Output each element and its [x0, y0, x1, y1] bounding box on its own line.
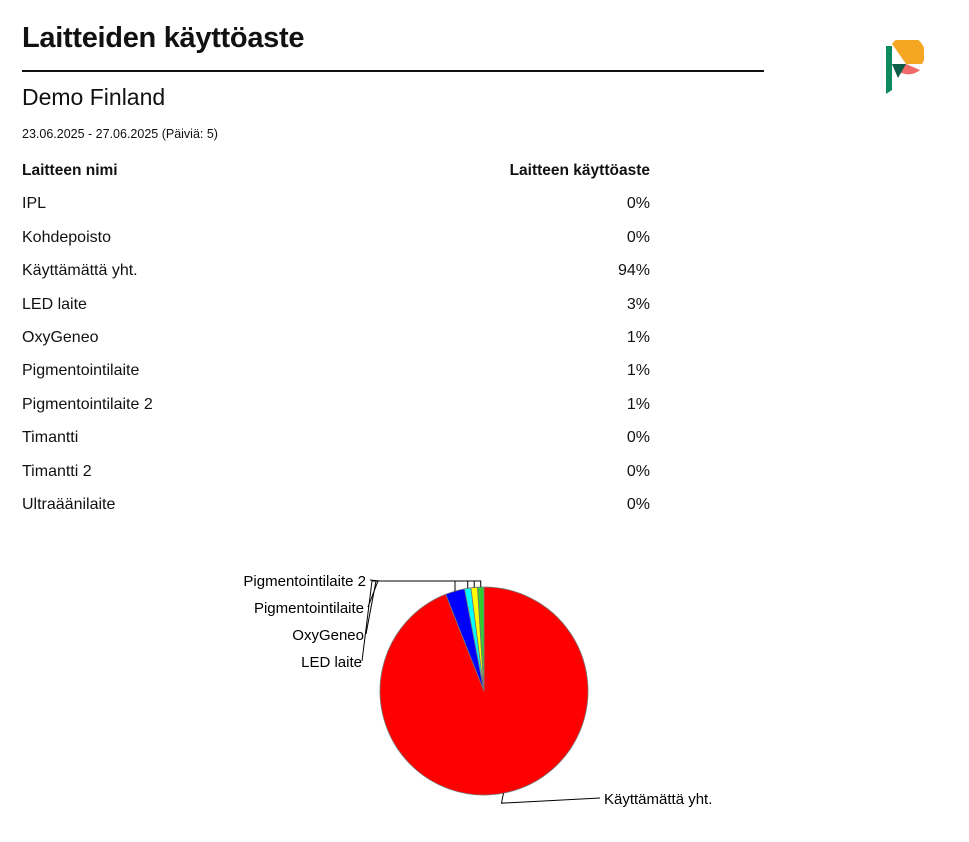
column-header-device-name: Laitteen nimi [22, 162, 118, 179]
table-row [22, 394, 650, 427]
usage-value: 94% [617, 262, 650, 280]
device-usage-table [22, 160, 650, 527]
usage-value: 1% [626, 395, 650, 413]
table-row [22, 327, 650, 360]
usage-value: 0% [626, 462, 650, 480]
pie-label: Pigmentointilaite 2 [243, 573, 366, 590]
table-row [22, 427, 650, 460]
table-row [22, 360, 650, 393]
brand-logo-icon [884, 40, 924, 96]
usage-value: 1% [626, 328, 650, 346]
pie-label: Käyttämättä yht. [604, 791, 713, 808]
usage-value: 0% [626, 228, 650, 246]
device-name: Pigmentointilaite [22, 362, 140, 380]
pie-leader-line [370, 580, 481, 587]
table-row [22, 227, 650, 260]
company-name: Demo Finland [22, 84, 166, 110]
device-name: Kohdepoisto [22, 228, 111, 246]
table-row [22, 494, 650, 527]
pie-label: Pigmentointilaite [253, 600, 364, 617]
device-name: Ultraäänilaite [22, 495, 116, 513]
pie-label: OxyGeneo [292, 627, 364, 644]
device-name: Timantti [22, 429, 79, 447]
report-period: 23.06.2025 - 27.06.2025 (Päiviä: 5) [22, 127, 218, 141]
usage-value: 3% [626, 295, 650, 313]
table-row [22, 260, 650, 293]
table-row [22, 461, 650, 494]
device-name: IPL [22, 195, 47, 213]
device-name: LED laite [22, 295, 87, 313]
usage-value: 0% [626, 429, 650, 447]
device-name: Pigmentointilaite 2 [22, 395, 153, 413]
device-name: OxyGeneo [22, 328, 99, 346]
device-name: Käyttämättä yht. [22, 262, 138, 280]
column-header-usage-rate: Laitteen käyttöaste [509, 162, 650, 179]
page-title: Laitteiden käyttöaste [22, 22, 305, 54]
usage-value: 1% [626, 362, 650, 380]
title-divider [22, 70, 764, 72]
pie-label: LED laite [301, 654, 362, 671]
pie-leader-line [501, 793, 600, 803]
table-row [22, 294, 650, 327]
table-header-row [22, 160, 650, 193]
table-row [22, 193, 650, 226]
usage-value: 0% [626, 495, 650, 513]
usage-pie-chart [0, 540, 969, 840]
device-name: Timantti 2 [22, 462, 92, 480]
usage-value: 0% [626, 195, 650, 213]
